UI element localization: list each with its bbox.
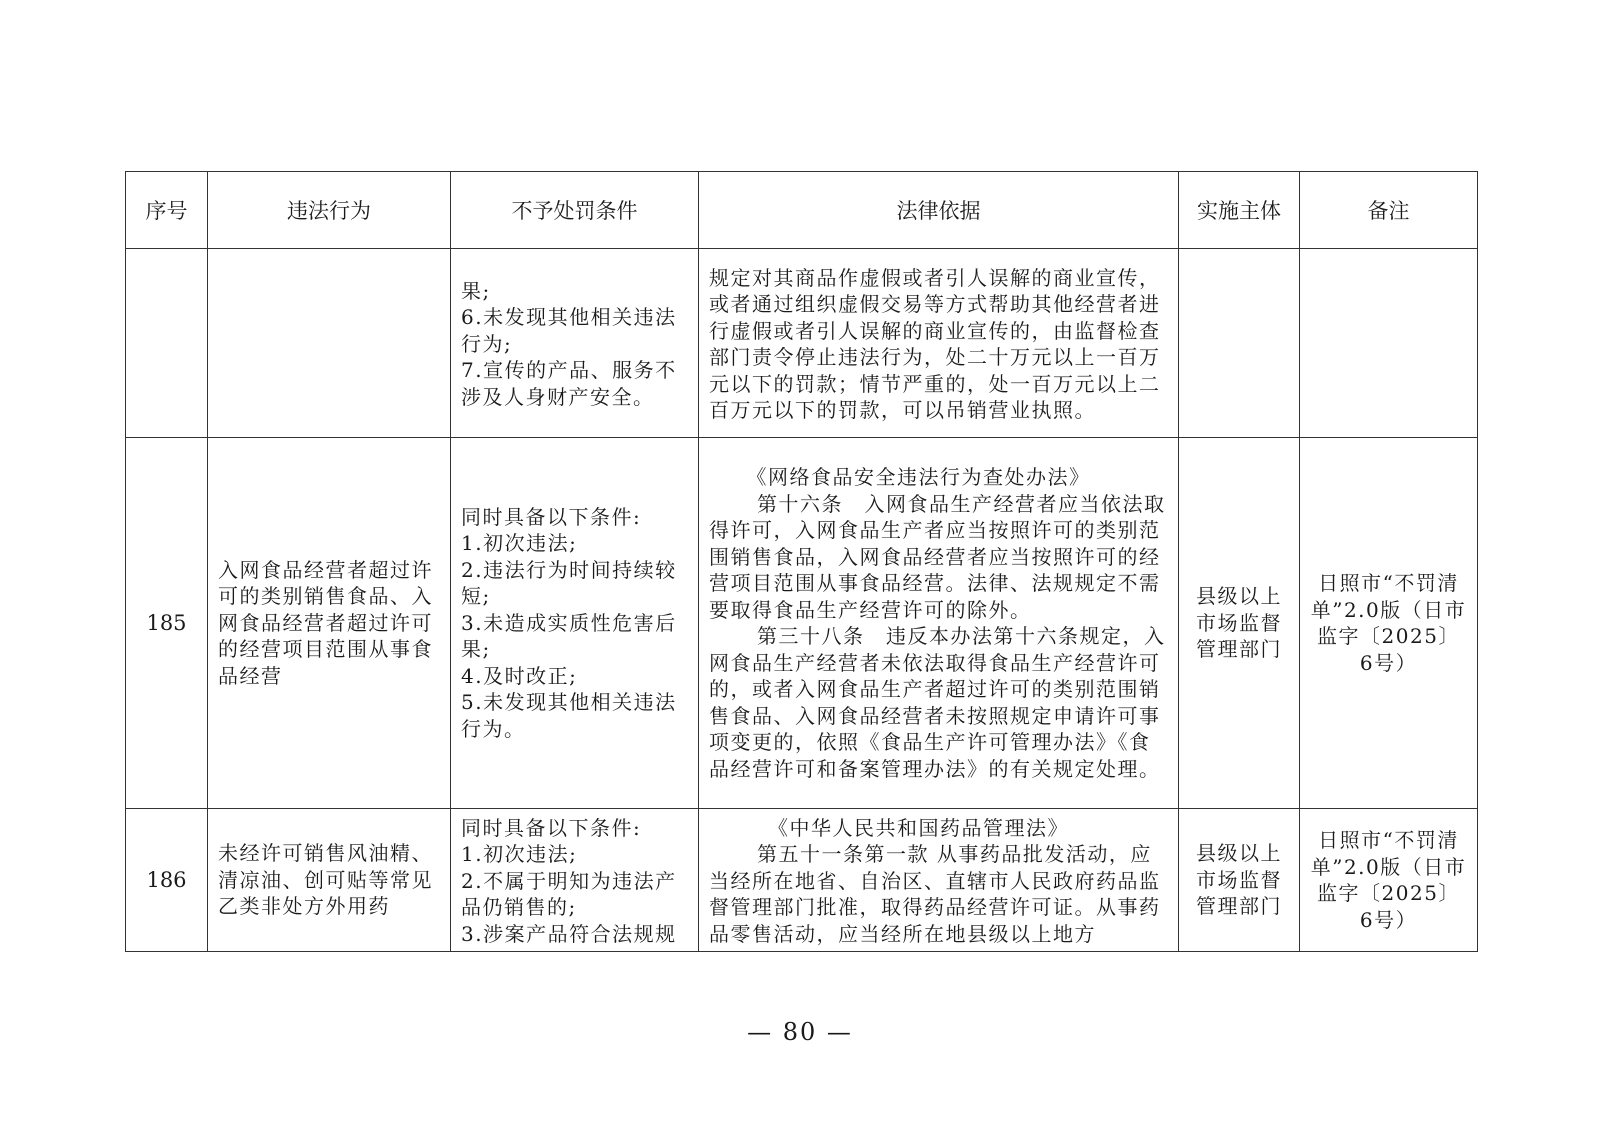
row-index: 186 xyxy=(126,809,208,952)
header-authority: 实施主体 xyxy=(1179,172,1300,249)
row-violation: 未经许可销售风油精、清凉油、创可贴等常见乙类非处方外用药 xyxy=(208,809,451,952)
header-violation: 违法行为 xyxy=(208,172,451,249)
row-index xyxy=(126,249,208,438)
row-authority xyxy=(1179,249,1300,438)
law-paragraph: 规定对其商品作虚假或者引人误解的商业宣传，或者通过组织虚假交易等方式帮助其他经营者进行虚假或者引人误解的商业宣传的，由监督检查部门责令停止违法行为，处二十万元以上一百万元以下的罚款；情节严重的，处一百万元以上二百万元以下的罚款，可以吊销营业执照。 xyxy=(709,265,1161,422)
row-conditions: 同时具备以下条件: 1.初次违法; 2.不属于明知为违法产品仍销售的; 3.涉案产品符合法规规 xyxy=(451,809,699,952)
header-legal-basis: 法律依据 xyxy=(699,172,1179,249)
row-index: 185 xyxy=(126,438,208,809)
law-title: 《网络食品安全违法行为查处办法》 xyxy=(746,465,1091,489)
row-remark xyxy=(1300,249,1478,438)
row-remark: 日照市“不罚清单”2.0版（日市监字〔2025〕6号） xyxy=(1300,438,1478,809)
law-paragraph: 第五十一条第一款 从事药品批发活动，应当经所在地省、自治区、直辖市人民政府药品监督管理部门批准，取得药品经营许可证。从事药品零售活动，应当经所在地县级以上地方 xyxy=(709,842,1161,946)
row-authority: 县级以上市场监督管理部门 xyxy=(1179,809,1300,952)
row-conditions: 果; 6.未发现其他相关违法行为; 7.宣传的产品、服务不涉及人身财产安全。 xyxy=(451,249,699,438)
row-legal-basis xyxy=(699,809,1179,952)
row-conditions: 同时具备以下条件: 1.初次违法; 2.违法行为时间持续较短; 3.未造成实质性危害后果; 4.及时改正; 5.未发现其他相关违法行为。 xyxy=(451,438,699,809)
row-violation: 入网食品经营者超过许可的类别销售食品、入网食品经营者超过许可的经营项目范围从事食品经营 xyxy=(208,438,451,809)
row-remark: 日照市“不罚清单”2.0版（日市监字〔2025〕6号） xyxy=(1300,809,1478,952)
regulation-table xyxy=(125,171,1478,952)
table-row xyxy=(126,809,1478,952)
law-title: 《中华人民共和国药品管理法》 xyxy=(768,815,1069,840)
law-paragraph: 第十六条 入网食品生产经营者应当依法取得许可，入网食品生产者应当按照许可的类别范围销售食品，入网食品经营者应当按照许可的经营项目范围从事食品经营。法律、法规规定不需要取得食品生产经营许可的除外。 xyxy=(709,491,1166,622)
header-index: 序号 xyxy=(126,172,208,249)
header-conditions: 不予处罚条件 xyxy=(451,172,699,249)
row-legal-basis xyxy=(699,249,1179,438)
table-row xyxy=(126,438,1478,809)
row-authority: 县级以上市场监督管理部门 xyxy=(1179,438,1300,809)
header-row xyxy=(126,172,1478,249)
header-remark: 备注 xyxy=(1300,172,1478,249)
page-number: — 80 — xyxy=(747,1018,853,1046)
row-violation xyxy=(208,249,451,438)
row-legal-basis xyxy=(699,438,1179,809)
law-paragraph: 第三十八条 违反本办法第十六条规定，入网食品生产经营者未依法取得食品生产经营许可的，或者入网食品生产者超过许可的类别范围销售食品、入网食品经营者未按照规定申请许可事项变更的，依照《食品生产许可管理办法》《食品经营许可和备案管理办法》的有关规定处理。 xyxy=(709,624,1166,781)
table-row xyxy=(126,249,1478,438)
